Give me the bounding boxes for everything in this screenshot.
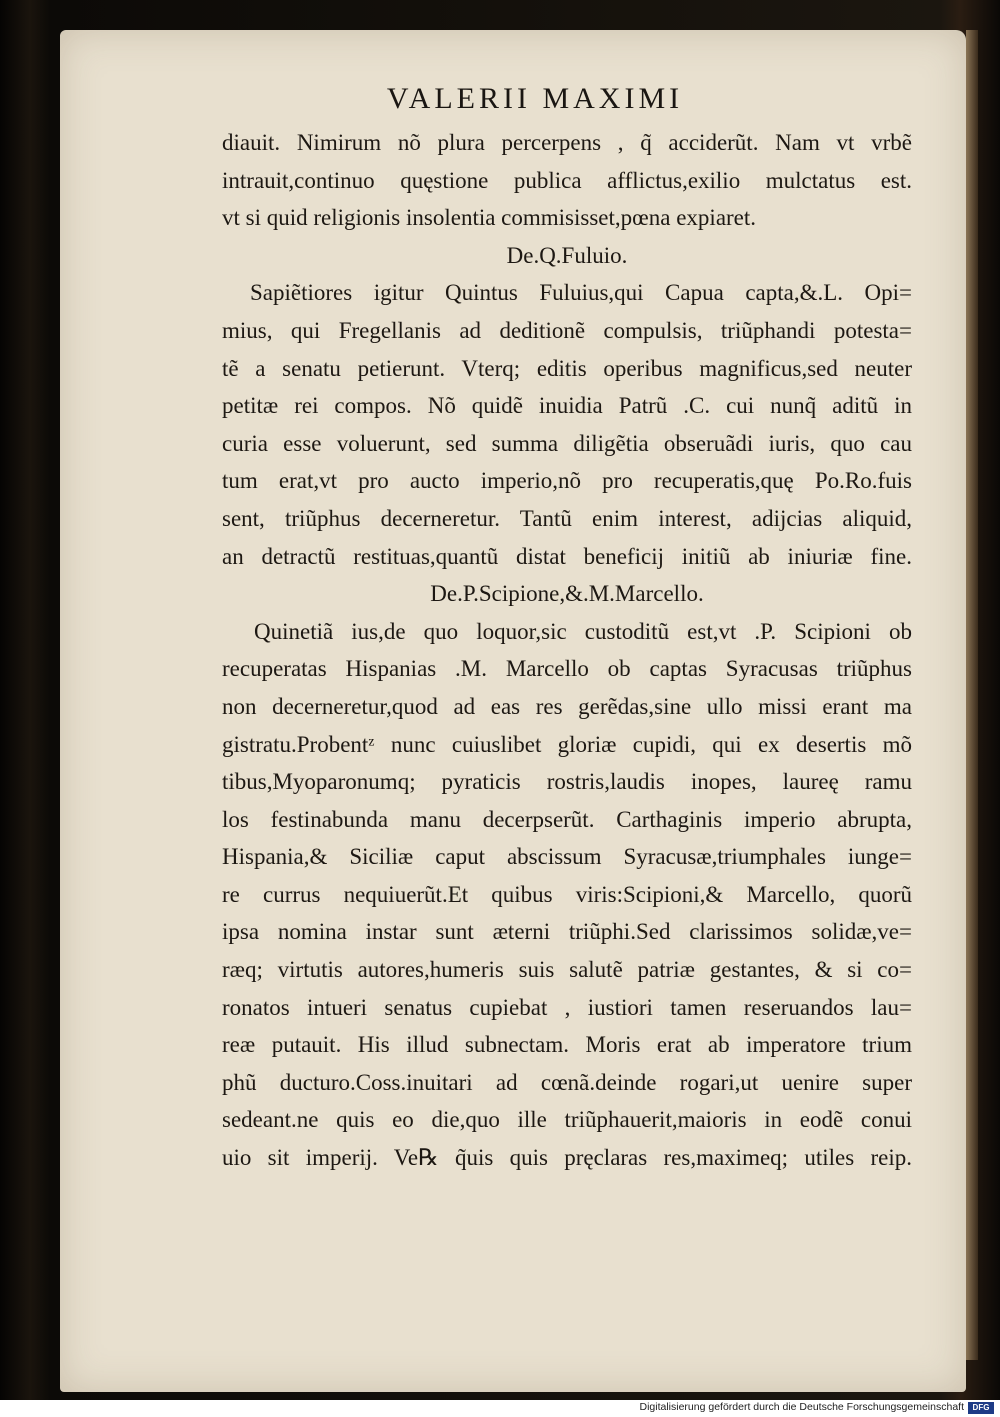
text-line: curia esse voluerunt, sed summa diligẽtia obseruãdi iuris, quo cau [222, 430, 912, 456]
text-line: diauit. Nimirum nõ plura percerpens , q̃ acciderũt. Nam vt vrbẽ [222, 130, 912, 155]
page-text [222, 124, 912, 1177]
text-line: tibus,Myoparonumq; pyraticis rostris,laudis inopes, laureę ramu [222, 769, 912, 795]
text-line: non decerneretur,quod ad eas res gerẽdas,sine ullo missi erant ma [222, 693, 912, 719]
text-line: tum erat,vt pro aucto imperio,nõ pro recuperatis,quę Po.Ro.fuis [222, 468, 912, 494]
text-line: sent, triũphus decerneretur. Tantũ enim interest, adijcias aliquid, [222, 505, 912, 531]
text-line: Quinetiã ius,de quo loquor,sic custoditũ est,vt .P. Scipioni ob [254, 618, 912, 644]
text-line: intrauit,continuo quęstione publica afflictus,exilio mulctatus est. [222, 167, 912, 193]
running-title: VALERII MAXIMI [386, 82, 684, 115]
text-line: tẽ a senatu petierunt. Vterq; editis operibus magnificus,sed neuter [222, 355, 912, 381]
text-line: re currus nequiuerũt.Et quibus viris:Scipioni,& Marcello, quorũ [222, 881, 912, 907]
footer-credit: Digitalisierung gefördert durch die Deutsche Forschungsgemeinschaft [639, 1401, 964, 1413]
text-line: Hispania,& Siciliæ caput abscissum Syracusæ,triumphales iunge= [222, 844, 912, 870]
text-line: vt si quid religionis insolentia commisisset,pœna expiaret. [222, 205, 757, 231]
text-line: reæ putauit. His illud subnectam. Moris erat ab imperatore trium [222, 1032, 912, 1058]
section-heading: De.P.Scipione,&.M.Marcello. [430, 581, 704, 607]
text-line: mius, qui Fregellanis ad deditionẽ compulsis, triũphandi potesta= [222, 317, 912, 343]
text-line: an detractũ restituas,quantũ distat beneficij initiũ ab iniuriæ fine. [222, 543, 912, 569]
text-line: phũ ducturo.Coss.inuitari ad cœnã.deinde rogari,ut uenire super [222, 1069, 912, 1095]
text-line: uio sit imperij. Ve℞ q̃uis quis pręclaras res,maximeq; utiles reip. [222, 1145, 912, 1171]
text-line: ronatos intueri senatus cupiebat , iustiori tamen reseruandos lau= [222, 994, 912, 1020]
text-line: los festinabunda manu decerpserũt. Carthaginis imperio abrupta, [222, 806, 912, 832]
page-edge [966, 30, 978, 1360]
dfg-logo: DFG [968, 1402, 994, 1414]
text-line: Sapiẽtiores igitur Quintus Fuluius,qui Capua capta,&.L. Opi= [250, 280, 912, 306]
text-line: petitæ rei compos. Nõ quidẽ inuidia Patrũ .C. cui nunq̃ aditũ in [222, 393, 912, 419]
text-line: recuperatas Hispanias .M. Marcello ob captas Syracusas triũphus [222, 656, 912, 682]
text-line: gistratu.Probentᶻ nunc cuiuslibet gloriæ cupidi, qui ex desertis mõ [222, 731, 912, 757]
text-line: ipsa nomina instar sunt æterni triũphi.Sed clarissimos solidæ,ve= [222, 919, 912, 945]
text-line: sedeant.ne quis eo die,quo ille triũphauerit,maioris in eodẽ conui [222, 1107, 912, 1133]
text-line: ræq; virtutis autores,humeris suis salutẽ patriæ gestantes, & si co= [222, 957, 912, 983]
footer-bar [0, 1400, 1000, 1417]
section-heading: De.Q.Fuluio. [506, 242, 628, 268]
